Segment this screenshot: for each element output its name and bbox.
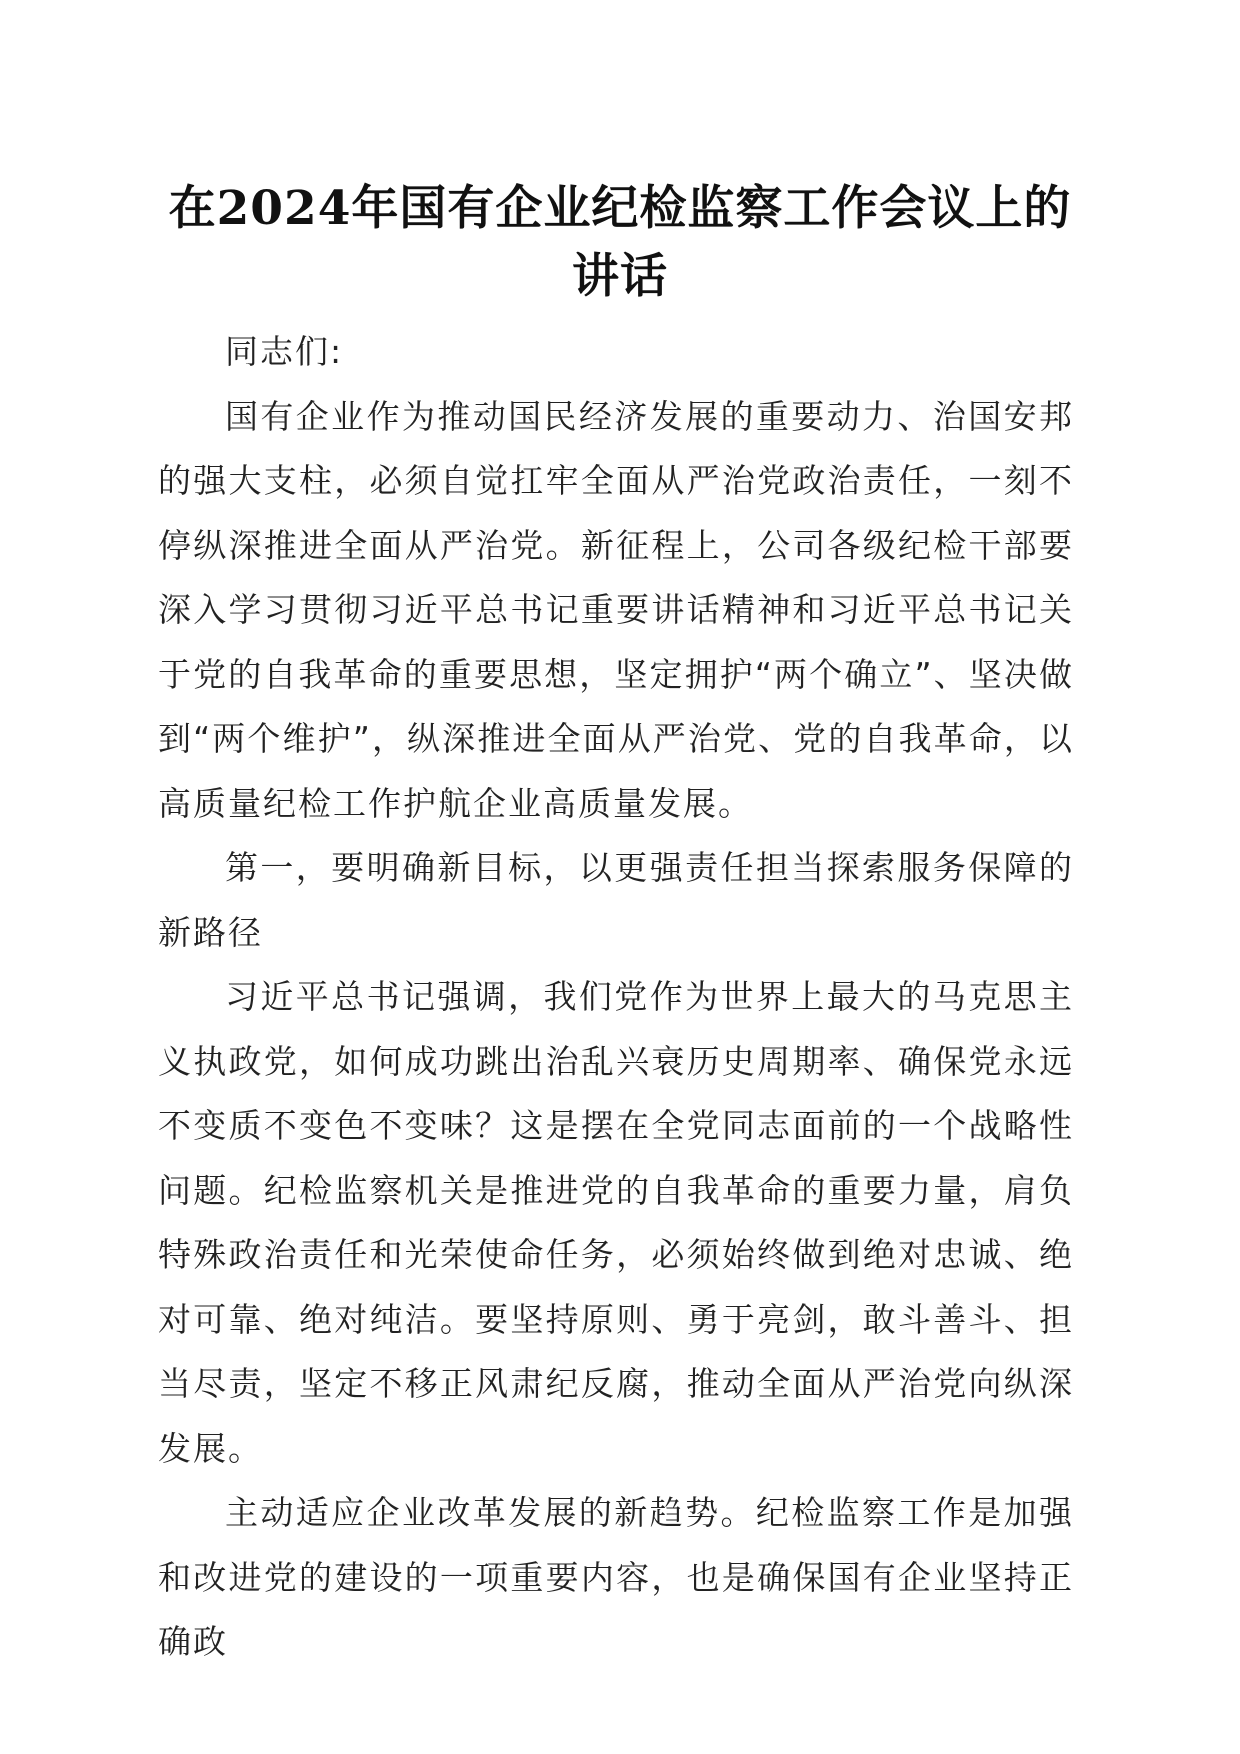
document-title: 在2024年国有企业纪检监察工作会议上的讲话 (168, 181, 1072, 304)
section-heading: 第一，要明确新目标，以更强责任担当探索服务保障的新路径 (158, 848, 1074, 952)
salutation: 同志们: (225, 332, 344, 371)
body-paragraph: 主动适应企业改革发展的新趋势。纪检监察工作是加强和改进党的建设的一项重要内容，也是确保国有企业坚持正确政 (158, 1493, 1074, 1661)
document-body (158, 320, 1074, 1675)
body-paragraph: 习近平总书记强调，我们党作为世界上最大的马克思主义执政党，如何成功跳出治乱兴衰历史周期率、确保党永远不变质不变色不变味？这是摆在全党同志面前的一个战略性问题。纪检监察机关是推进党的自我革命的重要力量，肩负特殊政治责任和光荣使命任务，必须始终做到绝对忠诚、绝对可靠、绝对纯洁。要坚持原则、勇于亮剑，敢斗善斗、担当尽责，坚定不移正风肃纪反腐，推动全面从严治党向纵深发展。 (158, 977, 1074, 1468)
body-paragraph: 国有企业作为推动国民经济发展的重要动力、治国安邦的强大支柱，必须自觉扛牢全面从严治党政治责任，一刻不停纵深推进全面从严治党。新征程上，公司各级纪检干部要深入学习贯彻习近平总书记重要讲话精神和习近平总书记关于党的自我革命的重要思想，坚定拥护“两个确立”、坚决做到“两个维护”，纵深推进全面从严治党、党的自我革命，以高质量纪检工作护航企业高质量发展。 (158, 396, 1074, 823)
